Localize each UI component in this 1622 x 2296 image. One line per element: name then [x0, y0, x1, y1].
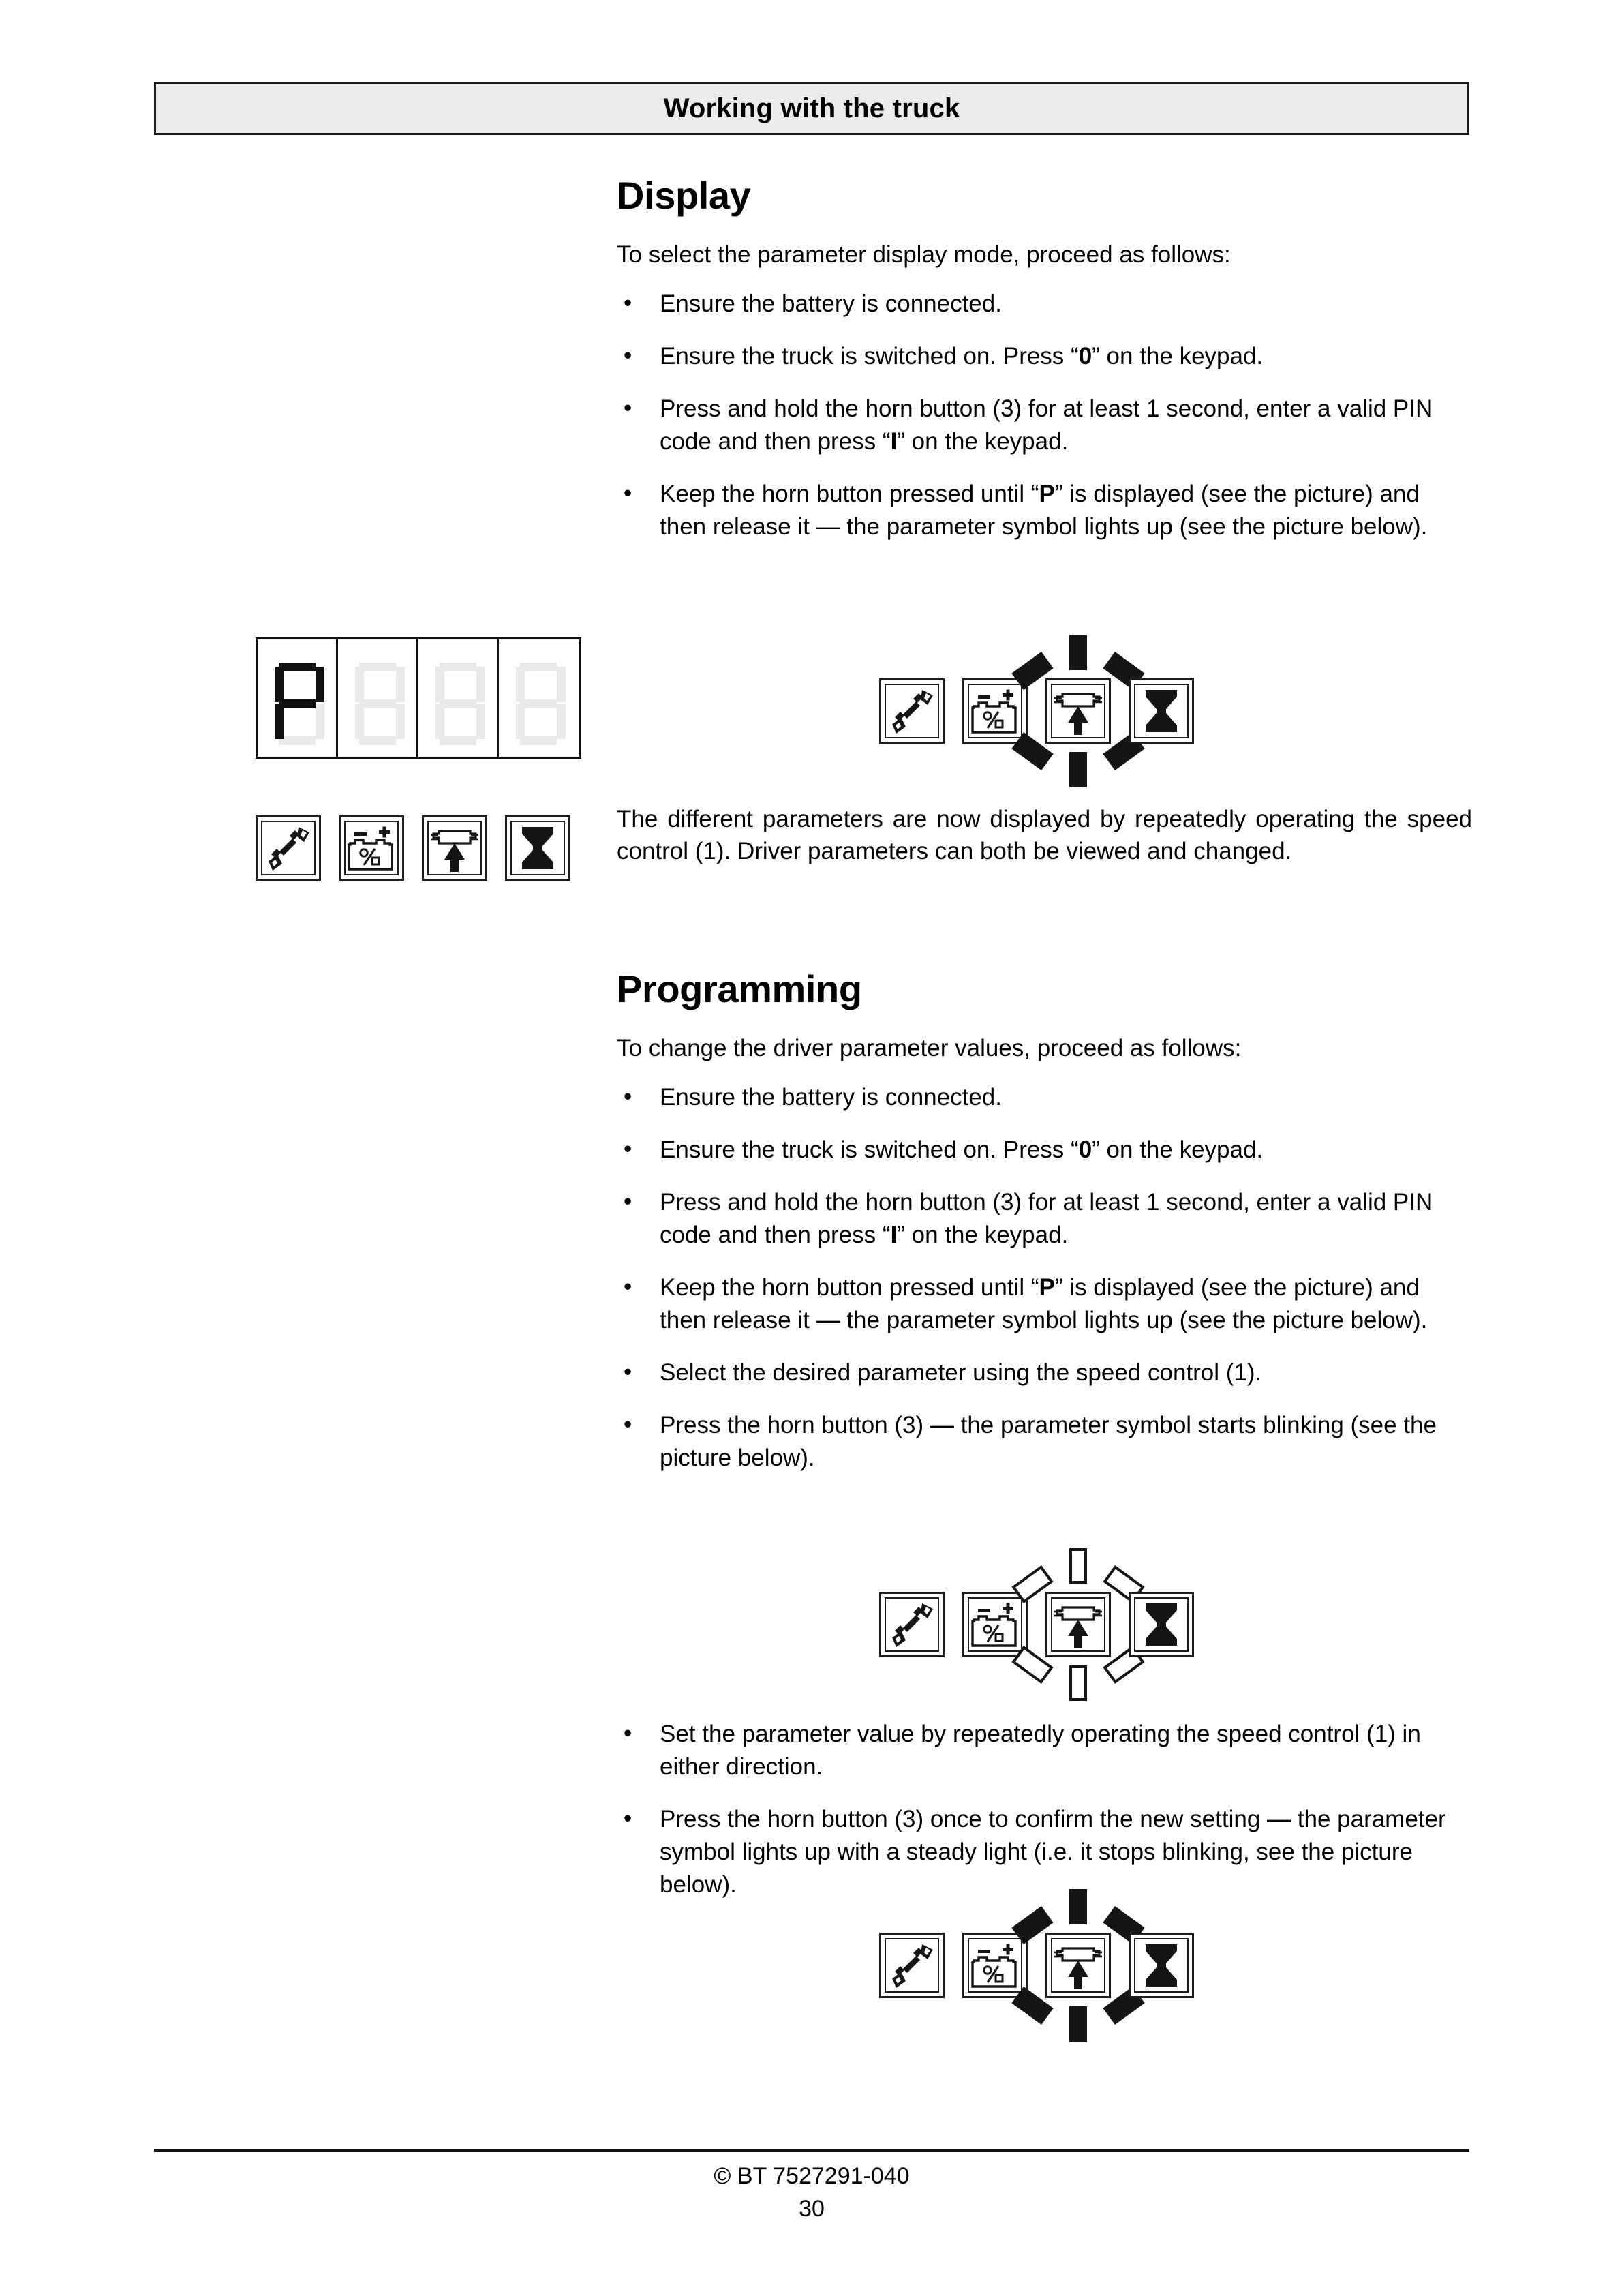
highlighted-parameter-icon [1045, 678, 1111, 744]
parameter-icon [962, 1592, 1028, 1657]
bullet-text: Keep the horn button pressed until “P” is displayed (see the picture) and then release it — the parameter symbol lights up (see the picture below). [660, 481, 1428, 540]
lift-icon-box [1045, 678, 1111, 744]
bullet-marker: • [624, 1410, 632, 1438]
wrench-icon-box [879, 1592, 945, 1657]
bullet-item [617, 1718, 1472, 1783]
hourglass-icon [1136, 686, 1187, 736]
hourglass-icon-box [1129, 1592, 1194, 1657]
bullet-item [617, 1357, 1472, 1389]
bullet-text: Ensure the battery is connected. [660, 290, 1002, 318]
segment-d [359, 736, 396, 745]
icon-spacer [1028, 1965, 1045, 1966]
segment-f [355, 667, 364, 702]
wrench-icon [887, 1940, 937, 1991]
icon-spacer [404, 848, 422, 849]
icon-spacer [1111, 1965, 1129, 1966]
bullet-item [617, 1409, 1472, 1475]
emphasis-key: P [1039, 1274, 1055, 1301]
segment-b [557, 667, 566, 702]
lift-icon-box [422, 815, 487, 881]
emphasis-key: I [890, 1222, 898, 1249]
bullet-marker: • [624, 1136, 632, 1163]
parameter-icon [879, 1592, 945, 1657]
segment-g [440, 699, 476, 708]
hourglass-icon-box [1129, 678, 1194, 744]
icon-spacer [945, 1965, 962, 1966]
hourglass-icon-box [505, 815, 570, 881]
emphasis-key: P [1039, 481, 1055, 508]
segment-d [440, 736, 476, 745]
parameter-icon [1129, 1592, 1194, 1657]
segment-c [476, 704, 485, 739]
hourglass-icon [1136, 1940, 1187, 1991]
highlight-marker-top [1069, 635, 1087, 670]
segment-digit-1 [338, 639, 418, 757]
bullet-text: Ensure the truck is switched on. Press “0” on the keypad. [660, 1136, 1264, 1164]
segment-b [476, 667, 485, 702]
segment-c [316, 704, 324, 739]
programming-heading: Programming [617, 967, 862, 1010]
parameter-icon [879, 1933, 945, 1998]
bullet-item [617, 340, 1472, 373]
segment-e [275, 704, 284, 739]
bullet-text: Keep the horn button pressed until “P” is displayed (see the picture) and then release it — the parameter symbol lights up (see the picture below). [660, 1274, 1428, 1333]
segment-g [279, 699, 316, 708]
parameter-icon [339, 815, 404, 881]
bullet-item [617, 393, 1472, 458]
bullet-item [617, 1134, 1472, 1166]
wrench-icon-box [256, 815, 321, 881]
segment-e [355, 704, 364, 739]
wrench-icon [263, 823, 313, 873]
bullet-text: Select the desired parameter using the speed control (1). [660, 1359, 1262, 1386]
segment-a [279, 663, 316, 671]
bullet-marker: • [624, 1188, 632, 1215]
bullet-text: Set the parameter value by repeatedly operating the speed control (1) in either direction. [660, 1721, 1421, 1780]
segment-e [435, 704, 444, 739]
bullet-text: Press and hold the horn button (3) for at least 1 second, enter a valid PIN code and then press “I” on the keypad. [660, 1189, 1433, 1249]
emphasis-key: 0 [1078, 343, 1092, 370]
highlight-marker-bottom [1069, 1665, 1087, 1701]
emphasis-key: I [890, 428, 898, 455]
highlighted-parameter-icon [1045, 1592, 1111, 1657]
battery-icon-box [339, 815, 404, 881]
segment-digit-3 [499, 639, 579, 757]
programming-section [617, 969, 1472, 1475]
icon-row-display-selected [879, 678, 1194, 744]
display-bullet-list [617, 288, 1472, 543]
parameter-icon [256, 815, 321, 881]
bullet-marker: • [624, 395, 632, 422]
programming-lead: To change the driver parameter values, proceed as follows: [617, 1034, 1242, 1061]
bullet-marker: • [624, 1358, 632, 1385]
programming-bullet-list-b [617, 1718, 1472, 1901]
footer [154, 2160, 1469, 2226]
lift-icon-box [1045, 1592, 1111, 1657]
display-paragraph-block [617, 803, 1472, 868]
icon-spacer [321, 848, 339, 849]
segment-f [275, 667, 284, 702]
footer-copyright: © BT 7527291-040 [714, 2163, 910, 2189]
lift-icon [429, 823, 480, 873]
bullet-item [617, 478, 1472, 543]
display-paragraph: The different parameters are now displayed by repeatedly operating the speed control (1). Driver parameters can both be viewed and changed. [617, 806, 1472, 865]
segment-b [316, 667, 324, 702]
hourglass-icon [1136, 1599, 1187, 1650]
segment-g [520, 699, 557, 708]
segment-digit-2 [418, 639, 499, 757]
parameter-icon [1129, 678, 1194, 744]
battery-icon [970, 686, 1020, 736]
battery-icon-box [962, 1592, 1028, 1657]
display-section [617, 176, 1472, 543]
battery-icon [970, 1940, 1020, 1991]
parameter-icon [962, 678, 1028, 744]
seven-segment-display [256, 637, 581, 759]
battery-icon-box [962, 1933, 1028, 1998]
bullet-marker: • [624, 1804, 632, 1832]
segment-g [359, 699, 396, 708]
page-header [154, 82, 1469, 135]
bullet-text: Ensure the truck is switched on. Press “0” on the keypad. [660, 343, 1264, 370]
segment-a [520, 663, 557, 671]
segment-d [279, 736, 316, 745]
footer-divider [154, 2149, 1469, 2152]
parameter-icon [422, 815, 487, 881]
highlight-marker-bottom [1069, 752, 1087, 787]
icon-row-programming-blinking [879, 1592, 1194, 1657]
wrench-icon [887, 1599, 937, 1650]
battery-icon-box [962, 678, 1028, 744]
programming-bullet-list-a [617, 1081, 1472, 1474]
segment-f [435, 667, 444, 702]
bullet-marker: • [624, 1273, 632, 1301]
bullet-item [617, 1271, 1472, 1337]
footer-page-number: 30 [799, 2196, 825, 2222]
segment-c [396, 704, 405, 739]
icon-row-programming-steady [879, 1933, 1194, 1998]
lift-icon [1053, 1940, 1103, 1991]
icon-spacer [487, 848, 505, 849]
bullet-item [617, 1081, 1472, 1114]
bullet-text: Ensure the battery is connected. [660, 1084, 1002, 1111]
segment-a [440, 663, 476, 671]
parameter-icon [962, 1933, 1028, 1998]
parameter-icon-legend-row [256, 815, 570, 881]
lift-icon-box [1045, 1933, 1111, 1998]
lift-icon [1053, 686, 1103, 736]
bullet-marker: • [624, 342, 632, 369]
segment-c [557, 704, 566, 739]
segment-a [359, 663, 396, 671]
parameter-icon [1129, 1933, 1194, 1998]
page-header-title: Working with the truck [663, 93, 960, 123]
segment-d [520, 736, 557, 745]
bullet-marker: • [624, 1083, 632, 1111]
highlight-marker-top [1069, 1548, 1087, 1584]
bullet-text: Press the horn button (3) once to confirm the new setting — the parameter symbol lights up with a steady light (i.e. it stops blinking, see the picture below). [660, 1805, 1446, 1898]
parameter-icon [879, 678, 945, 744]
lift-icon [1053, 1599, 1103, 1650]
segment-b [396, 667, 405, 702]
wrench-icon-box [879, 678, 945, 744]
icon-spacer [1028, 711, 1045, 712]
display-lead: To select the parameter display mode, proceed as follows: [617, 241, 1231, 268]
bullet-marker: • [624, 1720, 632, 1747]
segment-e [516, 704, 525, 739]
icon-spacer [945, 711, 962, 712]
programming-section-tail [617, 1718, 1472, 1901]
bullet-item [617, 288, 1472, 320]
bullet-item [617, 1186, 1472, 1252]
icon-spacer [1111, 711, 1129, 712]
emphasis-key: 0 [1078, 1136, 1092, 1164]
bullet-marker: • [624, 290, 632, 317]
hourglass-icon-box [1129, 1933, 1194, 1998]
wrench-icon-box [879, 1933, 945, 1998]
bullet-item [617, 1803, 1472, 1901]
bullet-text: Press the horn button (3) — the parameter symbol starts blinking (see the picture below). [660, 1411, 1437, 1471]
segment-f [516, 667, 525, 702]
hourglass-icon [512, 823, 563, 873]
bullet-marker: • [624, 480, 632, 507]
battery-icon [970, 1599, 1020, 1650]
highlighted-parameter-icon [1045, 1933, 1111, 1998]
battery-icon [346, 823, 397, 873]
segment-digit-0 [258, 639, 338, 757]
parameter-icon [505, 815, 570, 881]
highlight-marker-bottom [1069, 2006, 1087, 2042]
wrench-icon [887, 686, 937, 736]
display-heading: Display [617, 174, 751, 217]
bullet-text: Press and hold the horn button (3) for at least 1 second, enter a valid PIN code and then press “I” on the keypad. [660, 395, 1433, 455]
